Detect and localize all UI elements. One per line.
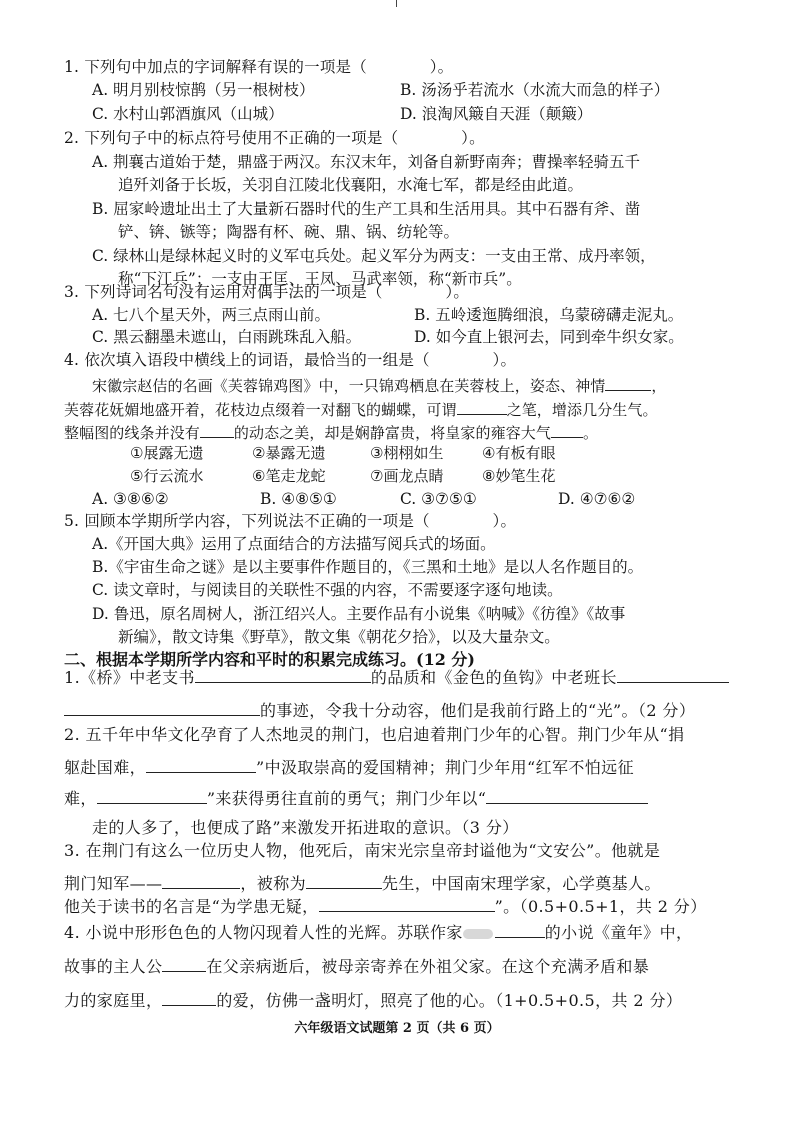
answer-blank[interactable] [97,787,207,804]
s2-q1-text: 1.《桥》中老支书 [64,668,195,687]
s2-q4-line1 [64,921,692,943]
q4-option-a: A. ③⑧⑥② [92,490,169,508]
answer-blank[interactable] [486,787,648,804]
q4-stem: 4. 依次填入语段中横线上的词语，最恰当的一组是（ ）。 [64,351,517,369]
q4-option-c: C. ③⑦⑤① [400,490,477,508]
s2-q4-line2 [64,955,649,977]
q5-option-b: B.《宇宙生命之谜》是以主要事件作题目的，《三黑和土地》是以人名作题目的。 [92,558,644,576]
s2-q2-line2 [64,756,634,778]
q4-passage-line3 [64,421,598,443]
q5-option-c: C. 读文章时，与阅读目的关联性不强的内容，不需要逐字逐句地读。 [92,581,563,599]
s2-q4-text: 故事的主人公 [64,957,163,976]
answer-blank[interactable] [617,666,729,683]
s2-q3-line3 [64,895,707,917]
q3-option-a: A. 七八个星天外，两三点雨山前。 [92,306,331,324]
answer-blank[interactable] [162,989,216,1006]
q3-option-b: B. 五岭逶迤腾细浪，乌蒙磅礴走泥丸。 [414,306,684,324]
q4-word-7: ⑦画龙点睛 [370,467,444,485]
q4-word-4: ④有板有眼 [482,444,556,462]
answer-blank[interactable] [306,872,382,889]
s2-q3-text: 他关于读书的名言是“为学患无疑， [64,897,319,916]
s2-q2-text: ”来获得勇往直前的勇气；荆门少年以“ [206,789,487,808]
q2-stem: 2. 下列句子中的标点符号使用不正确的一项是（ ）。 [64,129,485,147]
answer-blank[interactable] [64,699,260,716]
s2-q1-line2 [64,699,695,721]
s2-q1-text: 的事迹，令我十分动容，他们是我前行路上的“光”。（2 分） [260,701,696,720]
q4-word-8: ⑧妙笔生花 [482,467,556,485]
q2-option-c-line1: C. 绿林山是绿林起义时的义军屯兵处。起义军分为两支：一支由王常、成丹率领， [92,247,656,265]
answer-blank[interactable] [457,398,507,415]
s2-q2-line4: 走的人多了，也便成了路”来激发开拓进取的意识。（3 分） [92,818,519,837]
q1-stem: 1. 下列句中加点的字词解释有误的一项是（ ）。 [64,58,454,76]
answer-blank[interactable] [495,921,545,938]
q2-option-b-line2: 铲、锛、镞等；陶器有杯、碗、鼎、锅、纺轮等。 [118,223,460,241]
q5-option-d-line1: D. 鲁迅，原名周树人，浙江绍兴人。主要作品有小说集《呐喊》《彷徨》《故事 [92,605,626,623]
q4-word-2: ②暴露无遗 [252,444,326,462]
answer-blank[interactable] [162,955,206,972]
s2-q4-text: 4. 小说中形形色色的人物闪现着人性的光辉。苏联作家 [64,923,463,942]
s2-q1-text: 的品质和《金色的鱼钩》中老班长 [370,668,617,687]
q4-word-3: ③栩栩如生 [370,444,444,462]
s2-q3-text: ”。（0.5+0.5+1，共 2 分） [494,897,707,916]
answer-blank[interactable] [319,895,495,912]
q1-option-d: D. 浪淘风簸自天涯（颠簸） [400,105,593,123]
answer-blank[interactable] [146,756,256,773]
answer-blank[interactable] [551,421,583,438]
q3-option-d: D. 如今直上银河去，同到牵牛织女家。 [414,328,684,346]
q1-option-b: B. 汤汤乎若流水（水流大而急的样子） [400,81,670,99]
q4-passage-text: 的动态之美，却是娴静富贵，将皇家的雍容大气 [233,424,552,442]
answer-blank[interactable] [605,374,651,391]
s2-q3-line2 [64,872,661,894]
scan-mark [396,0,397,7]
s2-q1-line1 [64,666,729,688]
q4-passage-text: 之笔，增添几分生气。 [506,401,658,419]
q5-option-a: A.《开国大典》运用了点面结合的方法描写阅兵式的场面。 [92,535,496,553]
page-footer: 六年级语文试题第 2 页（共 6 页） [294,1021,500,1036]
q4-passage-text: 。 [583,424,599,442]
q5-stem: 5. 回顾本学期所学内容，下列说法不正确的一项是（ ）。 [64,512,517,530]
q4-passage-line2 [64,398,658,420]
s2-q2-text: 躯赴国难， [64,758,147,777]
s2-q2-text: ”中汲取崇高的爱国精神；荆门少年用“红军不怕远征 [256,758,634,777]
q2-option-c-line2: 称“下江兵”；一支由王匡、王凤、马武率领，称“新市兵”。 [118,270,522,288]
q2-option-a-line1: A. 荆襄古道始于楚，鼎盛于两汉。东汉末年，刘备自新野南奔；曹操率轻骑五千 [92,153,641,171]
s2-q4-text: 在父亲病逝后，被母亲寄养在外祖父家。在这个充满矛盾和暴 [206,957,650,976]
q4-passage-text: 整幅图的线条并没有 [64,424,200,442]
s2-q3-line1: 3. 在荆门有这么一位历史人物，他死后，南宋光宗皇帝封谥他为“文安公”。他就是 [64,841,661,860]
s2-q2-line1: 2. 五千年中华文化孕育了人杰地灵的荆门，也启迪着荆门少年的心智。荆门少年从“捐 [64,725,685,744]
s2-q2-line3 [64,787,648,809]
smudge-mark [463,929,493,939]
s2-q2-text: 难， [64,789,97,808]
s2-q3-text: ，被称为 [240,874,307,893]
q4-passage-line1 [92,374,667,396]
s2-q3-text: 先生，中国南宋理学家，心学奠基人。 [382,874,661,893]
s2-q4-text: 力的家庭里， [64,991,163,1010]
q4-passage-text: 宋徽宗赵佶的名画《芙蓉锦鸡图》中，一只锦鸡栖息在芙蓉枝上，姿态、神情 [92,377,606,395]
answer-blank[interactable] [162,872,240,889]
answer-blank[interactable] [200,421,234,438]
s2-q3-text: 荆门知军—— [64,874,163,893]
q4-word-1: ①展露无遗 [130,444,204,462]
q3-stem: 3. 下列诗词名句没有运用对偶手法的一项是（ ）。 [64,283,470,301]
q4-option-b: B. ④⑧⑤① [260,490,337,508]
q2-option-b-line1: B. 屈家岭遗址出土了大量新石器时代的生产工具和生活用具。其中石器有斧、凿 [92,200,641,218]
q1-option-c: C. 水村山郭酒旗风（山城） [92,105,284,123]
q4-option-d: D. ④⑦⑥② [558,490,636,508]
q3-option-c: C. 黑云翻墨未遮山，白雨跳珠乱入船。 [92,328,362,346]
q5-option-d-line2: 新编》，散文诗集《野草》，散文集《朝花夕拾》，以及大量杂文。 [118,628,560,646]
answer-blank[interactable] [195,666,371,683]
q4-word-6: ⑥笔走龙蛇 [252,467,326,485]
s2-q4-line3 [64,989,682,1011]
s2-q4-text: 的小说《童年》中， [544,923,693,942]
q4-word-5: ⑤行云流水 [130,467,204,485]
q1-option-a: A. 明月别枝惊鹊（另一根树枝） [92,81,315,99]
q4-passage-text: 芙蓉花妩媚地盛开着，花枝边点缀着一对翻飞的蝴蝶，可谓 [64,401,457,419]
section-2-heading: 二、根据本学期所学内容和平时的积累完成练习。(12 分) [64,650,475,669]
s2-q4-text: 的爱，仿佛一盏明灯，照亮了他的心。（1+0.5+0.5，共 2 分） [216,991,683,1010]
q2-option-a-line2: 追歼刘备于长坂，关羽自江陵北伐襄阳，水淹七军，都是经由此道。 [118,176,584,194]
q4-passage-text: ， [651,377,667,395]
